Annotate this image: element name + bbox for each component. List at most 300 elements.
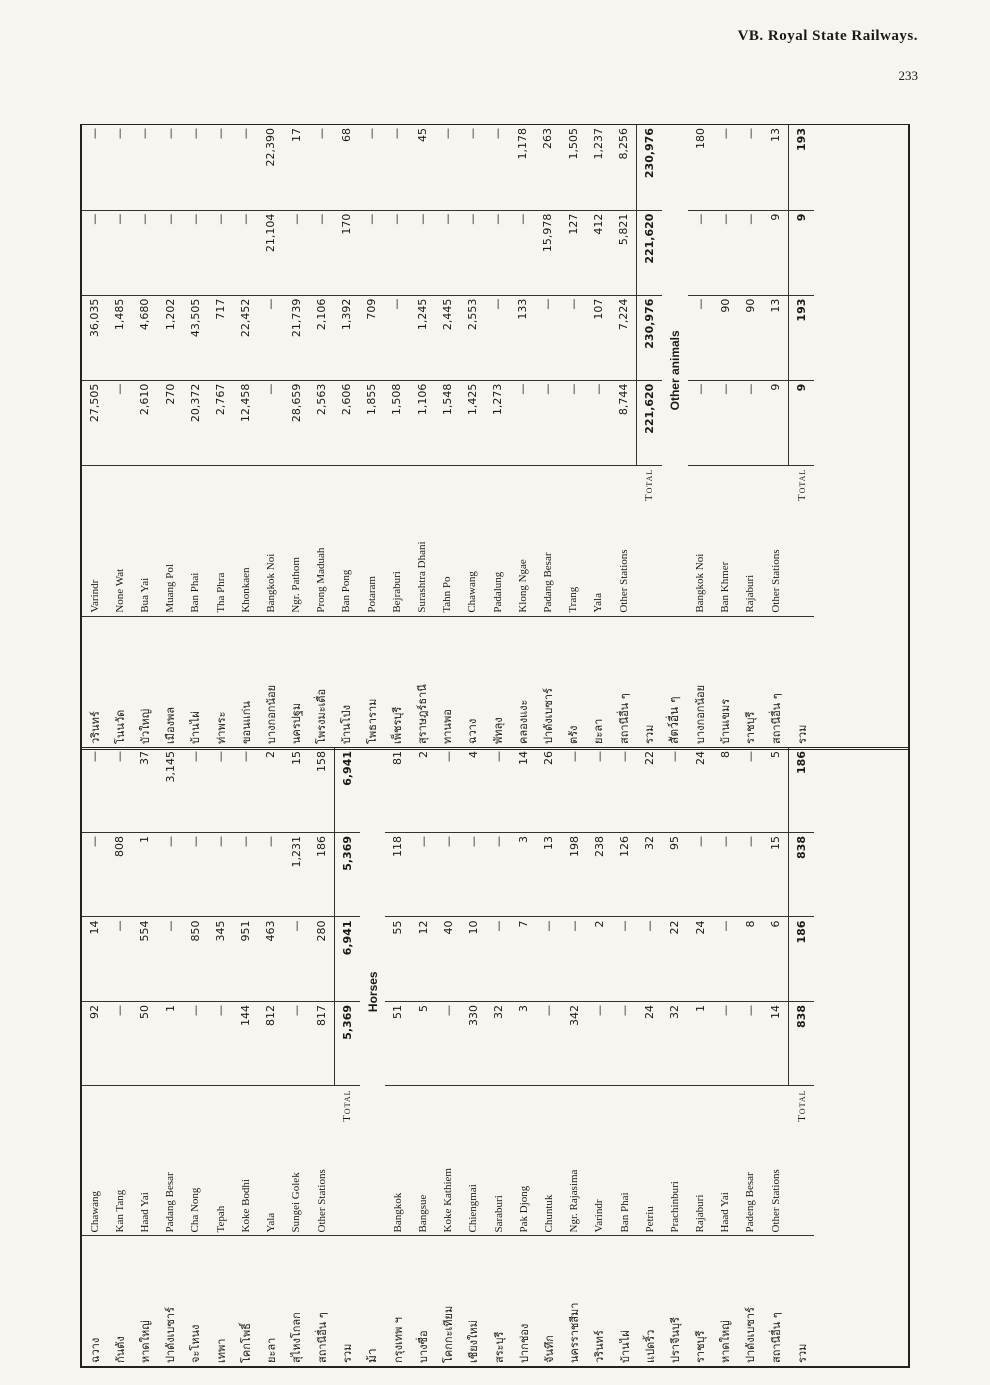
- cell-value: 36,035: [82, 295, 107, 380]
- cell-value: —: [662, 748, 687, 833]
- table-row: [158, 125, 183, 747]
- table-row: [208, 748, 233, 1366]
- cell-value: —: [510, 380, 535, 465]
- cell-value: —: [688, 380, 713, 465]
- cell-value: —: [713, 917, 738, 1002]
- cell-value: —: [208, 210, 233, 295]
- cell-value: 21,739: [284, 295, 309, 380]
- table-row: [359, 125, 384, 747]
- station-thai-name: เชียงใหม่: [461, 1236, 486, 1366]
- cell-value: —: [107, 380, 132, 465]
- cell-value: 90: [738, 295, 763, 380]
- cell-value: —: [183, 1002, 208, 1087]
- table-row: [587, 748, 612, 1366]
- table-row: [309, 125, 334, 747]
- station-name: Muang Pol: [164, 564, 177, 613]
- cell-value: —: [586, 380, 611, 465]
- cell-value: 28,659: [284, 380, 309, 465]
- cell-value: 170: [334, 210, 359, 295]
- cell-value: —: [486, 748, 511, 833]
- station-thai-name: ปาดังเบซาร์: [738, 1236, 763, 1366]
- station-thai-name: ปาดังเบซาร์: [158, 1236, 183, 1366]
- cell-value: 81: [385, 748, 410, 833]
- cell-value: 32: [637, 833, 662, 918]
- page-header: VB. Royal State Railways.: [737, 28, 918, 44]
- cell-value: 5: [410, 1002, 435, 1087]
- total-row: [789, 125, 815, 747]
- cell-value: 198: [562, 833, 587, 918]
- station-thai-name: แปดริ้ว: [637, 1236, 662, 1366]
- total-value: 193: [789, 125, 815, 210]
- cell-value: 1,106: [409, 380, 434, 465]
- cell-value: —: [309, 125, 334, 210]
- cell-value: 3: [511, 1002, 536, 1087]
- station-thai-name: เทพา: [208, 1236, 233, 1366]
- cell-value: 263: [535, 125, 560, 210]
- cell-value: 2: [587, 917, 612, 1002]
- station-name: Padang Besar: [164, 1172, 177, 1233]
- cell-value: —: [107, 748, 132, 833]
- cell-value: 126: [612, 833, 637, 918]
- cell-value: —: [436, 833, 461, 918]
- cell-value: 24: [688, 917, 713, 1002]
- table-row: [535, 125, 560, 747]
- table-row: [460, 125, 485, 747]
- cell-value: 270: [158, 380, 183, 465]
- station-name: Padeng Besar: [744, 1172, 757, 1233]
- station-name: Other Stations: [617, 549, 630, 613]
- total-row: [334, 748, 360, 1366]
- cell-value: —: [688, 833, 713, 918]
- table-row: [208, 125, 233, 747]
- total-value: 221,620: [637, 210, 663, 295]
- station-name: Surashtra Dhani: [416, 541, 429, 613]
- cell-value: 2,106: [309, 295, 334, 380]
- station-name: None Wat: [113, 568, 126, 613]
- station-name: Ban Pong: [340, 569, 353, 613]
- station-thai-name: นครปฐม: [284, 616, 309, 747]
- station-thai-name: นครราชสีมา: [562, 1236, 587, 1366]
- cell-value: 51: [385, 1002, 410, 1087]
- station-name: Yala: [264, 1212, 277, 1233]
- cell-value: 118: [385, 833, 410, 918]
- station-name: Kan Tang: [113, 1189, 126, 1233]
- cell-value: —: [510, 210, 535, 295]
- total-value: 193: [789, 295, 815, 380]
- cell-value: 1,231: [284, 833, 309, 918]
- cell-value: —: [561, 380, 586, 465]
- cell-value: —: [485, 295, 510, 380]
- cell-value: —: [460, 210, 485, 295]
- total-row: [789, 748, 815, 1366]
- station-thai-name: เมืองพล: [158, 616, 183, 747]
- table-row: [284, 748, 309, 1366]
- cell-value: 9: [763, 210, 789, 295]
- table-row: [586, 125, 611, 747]
- cell-value: 14: [763, 1002, 789, 1087]
- station-name: Trang: [567, 586, 580, 613]
- total-value: 5,369: [334, 833, 360, 918]
- station-thai-name: กรุงเทพ ฯ: [385, 1236, 410, 1366]
- total-value: 9: [789, 210, 815, 295]
- station-name: Padang Besar: [541, 552, 554, 613]
- cell-value: 2,606: [334, 380, 359, 465]
- cell-value: —: [284, 1002, 309, 1087]
- cell-value: 850: [183, 917, 208, 1002]
- station-name: Varindr: [593, 1199, 606, 1233]
- station-thai-name: วรินทร์: [82, 616, 107, 747]
- station-thai-name: บ้านโป่ง: [334, 616, 359, 747]
- cell-value: 1,425: [460, 380, 485, 465]
- section-title: Other animals: [667, 330, 682, 411]
- cell-value: —: [107, 1002, 132, 1087]
- station-thai-name: บัวใหญ่: [132, 616, 157, 747]
- table-row: [233, 748, 258, 1366]
- cell-value: —: [132, 125, 157, 210]
- cell-value: 127: [561, 210, 586, 295]
- station-thai-name: เพ็ชรบุรี: [384, 616, 409, 747]
- cell-value: —: [258, 295, 283, 380]
- cell-value: 22: [637, 748, 662, 833]
- station-name: Chawang: [466, 571, 479, 613]
- cell-value: 280: [309, 917, 335, 1002]
- table-row: [738, 748, 763, 1366]
- cell-value: 15: [763, 833, 789, 918]
- table-row: [334, 125, 359, 747]
- cell-value: —: [587, 1002, 612, 1087]
- cell-value: —: [485, 125, 510, 210]
- cell-value: —: [233, 748, 258, 833]
- cell-value: 1,505: [561, 125, 586, 210]
- cell-value: —: [410, 833, 435, 918]
- cell-value: 32: [486, 1002, 511, 1087]
- cell-value: 1,485: [107, 295, 132, 380]
- cell-value: 1,202: [158, 295, 183, 380]
- cell-value: 1: [688, 1002, 713, 1087]
- total-value: 9: [789, 380, 815, 465]
- cell-value: —: [713, 125, 738, 210]
- station-name: Other Stations: [769, 1169, 782, 1233]
- cell-value: 1,508: [384, 380, 409, 465]
- table-row: [738, 125, 763, 747]
- cell-value: —: [536, 1002, 561, 1087]
- page-number: 233: [898, 68, 918, 83]
- rotated-table-area: [80, 128, 910, 1368]
- cell-value: 15,978: [535, 210, 560, 295]
- cell-value: 6: [763, 917, 789, 1002]
- station-name: Tha Phra: [214, 572, 227, 613]
- cell-value: 8,744: [611, 380, 637, 465]
- total-thai-label: รวม: [334, 1236, 360, 1366]
- station-thai-name: สถานีอื่น ๆ: [611, 616, 637, 747]
- cell-value: —: [158, 210, 183, 295]
- cell-value: 180: [688, 125, 713, 210]
- station-thai-name: วรินทร์: [587, 1236, 612, 1366]
- cell-value: 22: [662, 917, 687, 1002]
- cell-value: 7: [511, 917, 536, 1002]
- table-row: [385, 748, 410, 1366]
- station-name: Bangkok: [391, 1192, 404, 1233]
- section-thai-label: ม้า: [360, 1236, 385, 1366]
- cell-value: —: [409, 210, 434, 295]
- station-name: Chawang: [88, 1190, 101, 1233]
- section-thai-label: สัตว์อื่น ๆ: [662, 616, 687, 747]
- table-row: [107, 125, 132, 747]
- cell-value: 342: [562, 1002, 587, 1087]
- table-row: [258, 125, 283, 747]
- station-thai-name: ปราจีนบุรี: [662, 1236, 687, 1366]
- table-row: [384, 125, 409, 747]
- cell-value: 43,505: [183, 295, 208, 380]
- cell-value: 10: [461, 917, 486, 1002]
- total-label: Total: [643, 468, 656, 502]
- cell-value: 3,145: [158, 748, 183, 833]
- cell-value: —: [436, 1002, 461, 1087]
- cell-value: 24: [637, 1002, 662, 1087]
- cell-value: —: [535, 295, 560, 380]
- cell-value: 1,273: [485, 380, 510, 465]
- table-row: [662, 748, 687, 1366]
- cell-value: —: [738, 1002, 763, 1087]
- table-row: [183, 748, 208, 1366]
- station-name: Rajaburi: [694, 1194, 707, 1233]
- table-row: [637, 748, 662, 1366]
- station-thai-name: สถานีอื่น ๆ: [309, 1236, 335, 1366]
- cell-value: 50: [132, 1002, 157, 1087]
- station-thai-name: ฉวาง: [460, 616, 485, 747]
- cell-value: —: [562, 748, 587, 833]
- cell-value: 45: [409, 125, 434, 210]
- table-row: [82, 125, 107, 747]
- total-value: 230,976: [637, 295, 663, 380]
- station-thai-name: จะโหนง: [183, 1236, 208, 1366]
- section-header-row: [360, 748, 385, 1366]
- cell-value: 1,392: [334, 295, 359, 380]
- cell-value: —: [233, 833, 258, 918]
- cell-value: 15: [284, 748, 309, 833]
- table-row: [536, 748, 561, 1366]
- table-row: [107, 748, 132, 1366]
- cell-value: 2,610: [132, 380, 157, 465]
- cell-value: —: [435, 210, 460, 295]
- cell-value: 68: [334, 125, 359, 210]
- cell-value: —: [738, 125, 763, 210]
- cell-value: 92: [82, 1002, 107, 1087]
- station-thai-name: ท่าพระ: [208, 616, 233, 747]
- cell-value: —: [612, 1002, 637, 1087]
- cell-value: 1: [132, 833, 157, 918]
- station-name: Ban Phai: [189, 572, 202, 613]
- station-thai-name: คลองแงะ: [510, 616, 535, 747]
- cell-value: 554: [132, 917, 157, 1002]
- cell-value: —: [562, 917, 587, 1002]
- cell-value: —: [384, 125, 409, 210]
- cell-value: —: [183, 748, 208, 833]
- table-row: [132, 125, 157, 747]
- station-name: Koke Kathiem: [442, 1168, 455, 1233]
- cell-value: —: [158, 833, 183, 918]
- station-thai-name: ยะลา: [258, 1236, 283, 1366]
- cell-value: 717: [208, 295, 233, 380]
- station-thai-name: ราชบุรี: [738, 616, 763, 747]
- table-row: [435, 125, 460, 747]
- cell-value: 186: [309, 833, 335, 918]
- station-thai-name: สถานีอื่น ๆ: [763, 616, 789, 747]
- left-table-panel: [80, 748, 910, 1368]
- cell-value: 55: [385, 917, 410, 1002]
- cell-value: 5,821: [611, 210, 637, 295]
- station-name: Haad Yai: [138, 1192, 151, 1233]
- cell-value: —: [107, 210, 132, 295]
- station-thai-name: สระบุรี: [486, 1236, 511, 1366]
- station-name: Bangsue: [417, 1194, 430, 1233]
- cell-value: 4: [461, 748, 486, 833]
- station-thai-name: ขอนแก่น: [233, 616, 258, 747]
- cell-value: —: [359, 125, 384, 210]
- cell-value: —: [436, 748, 461, 833]
- station-thai-name: บางกอกน้อย: [258, 616, 283, 747]
- cell-value: 951: [233, 917, 258, 1002]
- station-name: Bangkok Noi: [694, 553, 707, 613]
- cell-value: —: [82, 833, 107, 918]
- total-value: 186: [789, 748, 815, 833]
- table-row: [284, 125, 309, 747]
- cell-value: 8: [738, 917, 763, 1002]
- station-name: Bua Yai: [138, 577, 151, 613]
- cell-value: —: [82, 748, 107, 833]
- cell-value: 238: [587, 833, 612, 918]
- station-name: Rajaburi: [744, 574, 757, 613]
- cell-value: —: [107, 917, 132, 1002]
- cell-value: —: [208, 833, 233, 918]
- station-name: Potaram: [365, 576, 378, 613]
- cell-value: 12,458: [233, 380, 258, 465]
- total-label: Total: [795, 468, 808, 502]
- section-header-row: [662, 125, 687, 747]
- cell-value: —: [486, 917, 511, 1002]
- station-name: Ban Khmer: [719, 561, 732, 613]
- cell-value: 1,237: [586, 125, 611, 210]
- cell-value: —: [208, 1002, 233, 1087]
- cell-value: 144: [233, 1002, 258, 1087]
- table-row: [485, 125, 510, 747]
- station-thai-name: ปากช่อง: [511, 1236, 536, 1366]
- table-row: [561, 125, 586, 747]
- cell-value: 2,553: [460, 295, 485, 380]
- cell-value: —: [738, 748, 763, 833]
- right-table: [82, 125, 814, 747]
- cell-value: 709: [359, 295, 384, 380]
- cell-value: 13: [536, 833, 561, 918]
- table-row: [409, 125, 434, 747]
- total-value: 6,941: [334, 748, 360, 833]
- total-value: 838: [789, 833, 815, 918]
- table-row: [158, 748, 183, 1366]
- total-value: 230,976: [637, 125, 663, 210]
- cell-value: 817: [309, 1002, 335, 1087]
- cell-value: —: [612, 917, 637, 1002]
- cell-value: 1: [158, 1002, 183, 1087]
- cell-value: 2,563: [309, 380, 334, 465]
- station-name: Other Stations: [315, 1169, 328, 1233]
- station-name: Prong Maduah: [315, 547, 328, 613]
- station-thai-name: โคกกะเทียม: [436, 1236, 461, 1366]
- station-name: Bangkok Noi: [264, 553, 277, 613]
- station-name: Varindr: [88, 579, 101, 613]
- station-name: Tahn Po: [441, 576, 454, 613]
- cell-value: 463: [258, 917, 283, 1002]
- cell-value: 1,178: [510, 125, 535, 210]
- table-row: [486, 748, 511, 1366]
- total-thai-label: รวม: [637, 616, 663, 747]
- station-thai-name: บ้านไผ่: [612, 1236, 637, 1366]
- cell-value: 412: [586, 210, 611, 295]
- cell-value: —: [384, 295, 409, 380]
- cell-value: 2: [410, 748, 435, 833]
- table-row: [763, 125, 789, 747]
- cell-value: —: [183, 210, 208, 295]
- cell-value: —: [158, 917, 183, 1002]
- station-thai-name: บ้านไผ่: [183, 616, 208, 747]
- cell-value: —: [713, 380, 738, 465]
- table-row: [713, 748, 738, 1366]
- total-value: 5,369: [334, 1002, 360, 1087]
- table-row: [183, 125, 208, 747]
- table-row: [713, 125, 738, 747]
- total-thai-label: รวม: [789, 1236, 815, 1366]
- station-name: Saraburi: [492, 1195, 505, 1233]
- cell-value: 22,452: [233, 295, 258, 380]
- table-row: [258, 748, 283, 1366]
- station-name: Koke Bodhi: [239, 1179, 252, 1233]
- cell-value: —: [258, 380, 283, 465]
- total-value: 186: [789, 917, 815, 1002]
- cell-value: —: [384, 210, 409, 295]
- cell-value: —: [713, 210, 738, 295]
- cell-value: 3: [511, 833, 536, 918]
- station-name: Ban Phai: [618, 1192, 631, 1233]
- cell-value: 8: [713, 748, 738, 833]
- cell-value: 2,767: [208, 380, 233, 465]
- cell-value: —: [738, 210, 763, 295]
- station-name: Yala: [592, 593, 605, 613]
- station-thai-name: บางกอกน้อย: [688, 616, 713, 747]
- total-value: 838: [789, 1002, 815, 1087]
- cell-value: 95: [662, 833, 687, 918]
- station-thai-name: สุราษฎร์ธานี: [409, 616, 434, 747]
- cell-value: —: [535, 380, 560, 465]
- station-name: Tepah: [214, 1205, 227, 1233]
- station-name: Chuntuk: [542, 1194, 555, 1233]
- right-table-panel: [80, 124, 910, 750]
- cell-value: —: [460, 125, 485, 210]
- cell-value: —: [637, 917, 662, 1002]
- cell-value: —: [233, 210, 258, 295]
- cell-value: —: [485, 210, 510, 295]
- cell-value: 32: [662, 1002, 687, 1087]
- cell-value: 14: [511, 748, 536, 833]
- station-name: Bejraburi: [390, 571, 403, 613]
- cell-value: 2: [258, 748, 283, 833]
- cell-value: —: [713, 833, 738, 918]
- cell-value: —: [688, 295, 713, 380]
- cell-value: —: [183, 833, 208, 918]
- table-row: [410, 748, 435, 1366]
- cell-value: —: [612, 748, 637, 833]
- station-thai-name: ทานพอ: [435, 616, 460, 747]
- station-thai-name: สถานีอื่น ๆ: [763, 1236, 789, 1366]
- station-thai-name: ราชบุรี: [688, 1236, 713, 1366]
